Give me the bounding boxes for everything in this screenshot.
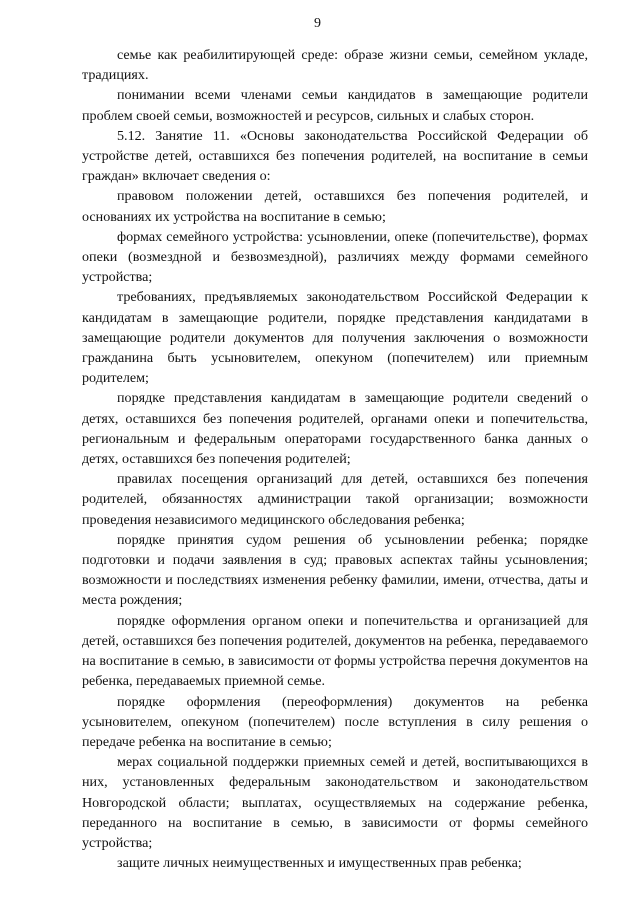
page-number: 9 [314, 16, 321, 31]
paragraph: порядке оформления (переоформления) документов на ребенка усыновителем, опекуном (попечителем) после вступления в силу решения о передаче ребенка на воспитание в семью; [82, 693, 588, 750]
paragraph: порядке оформления органом опеки и попечительства и организацией для детей, оставшихся без попечения родителей, документов на ребенка, передаваемого на воспитание в семью, в зависимости от формы устройства перечня документов на ребенка, передаваемых приемной семье. [82, 612, 588, 690]
paragraph: правилах посещения организаций для детей, оставшихся без попечения родителей, обязанностях администрации такой организации; возможности проведения независимого медицинского обследования ребенка; [82, 471, 588, 528]
document-body [82, 45, 588, 873]
paragraph: мерах социальной поддержки приемных семей и детей, воспитывающихся в них, установленных федеральным законодательством и законодательством Новгородской области; выплатах, осуществляемых на содержание ребенка, переданного на воспитание в семью, в зависимости от формы семейного устройства; [82, 754, 588, 851]
paragraph: порядке принятия судом решения об усыновлении ребенка; порядке подготовки и подачи заявления в суд; правовых аспектах тайны усыновления; возможности и последствиях изменения ребенку фамилии, имени, отчества, даты и места рождения; [82, 531, 588, 609]
paragraph: понимании всеми членами семьи кандидатов в замещающие родители проблем своей семьи, возможностей и ресурсов, сильных и слабых сторон. [82, 87, 588, 124]
paragraph: правовом положении детей, оставшихся без попечения родителей, и основаниях их устройства на воспитание в семью; [82, 188, 588, 225]
paragraph: семье как реабилитирующей среде: образе жизни семьи, семейном укладе, традициях. [82, 47, 588, 84]
paragraph: требованиях, предъявляемых законодательством Российской Федерации к кандидатам в замещающие родители, порядке представления кандидатами в замещающие родители документов для получения заключения о возможности гражданина быть усыновителем, опекуном (попечителем) или приемным родителем; [82, 289, 588, 387]
paragraph: 5.12. Занятие 11. «Основы законодательства Российской Федерации об устройстве детей, оставшихся без попечения родителей, на воспитание в семьи граждан» включает сведения о: [82, 127, 588, 185]
paragraph: формах семейного устройства: усыновлении, опеке (попечительстве), формах опеки (возмездной и безвозмездной), различиях между формами семейного устройства; [82, 228, 588, 286]
paragraph: защите личных неимущественных и имущественных прав ребенка; [117, 855, 522, 872]
paragraph: порядке представления кандидатам в замещающие родители сведений о детях, оставшихся без попечения родителей, органами опеки и попечительства, региональным и федеральным операторами государственного банка данных о детях, оставшихся без попечения родителей; [82, 390, 588, 468]
